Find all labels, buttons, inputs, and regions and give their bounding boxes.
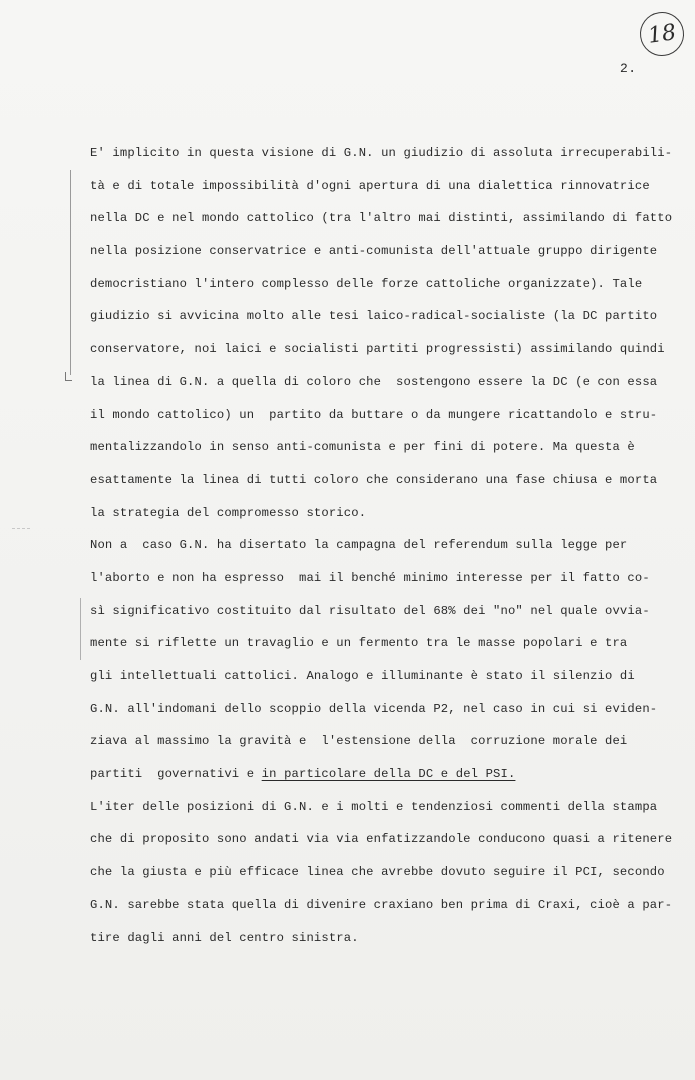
text-line: la strategia del compromesso storico. [90, 505, 367, 520]
stamp-number: 18 [646, 19, 678, 49]
text-line: ziava al massimo la gravità e l'estensione della corruzione morale dei [90, 734, 628, 749]
margin-annotation-line [80, 598, 81, 660]
text-segment: partiti governativi e [90, 767, 262, 782]
text-line: L'iter delle posizioni di G.N. e i molti e tendenziosi commenti della stampa [90, 799, 658, 814]
scan-artifact-mark [12, 528, 30, 529]
text-line: mentalizzandolo in senso anti-comunista e per fini di potere. Ma questa è [90, 440, 635, 455]
text-line: nella DC e nel mondo cattolico (tra l'altro mai distinti, assimilando di fatto [90, 211, 673, 226]
text-line: tire dagli anni del centro sinistra. [90, 930, 359, 945]
text-line: esattamente la linea di tutti coloro che considerano una fase chiusa e morta [90, 472, 658, 487]
text-line: che la giusta e più efficace linea che avrebbe dovuto seguire il PCI, secondo [90, 865, 665, 880]
handwritten-page-stamp [637, 9, 687, 59]
text-line: mente si riflette un travaglio e un fermento tra le masse popolari e tra [90, 636, 628, 651]
text-line: l'aborto e non ha espresso mai il benché minimo interesse per il fatto co- [90, 570, 650, 585]
text-line: nella posizione conservatrice e anti-comunista dell'attuale gruppo dirigente [90, 244, 658, 259]
text-line: gli intellettuali cattolici. Analogo e illuminante è stato il silenzio di [90, 669, 635, 683]
underlined-text: in particolare della DC e del PSI. [261, 767, 516, 782]
text-line: conservatore, noi laici e socialisti partiti progressisti) assimilando quindi [90, 342, 665, 357]
margin-annotation-line [70, 170, 71, 375]
page-number: 2. [620, 61, 637, 76]
text-line: Non a caso G.N. ha disertato la campagna del referendum sulla legge per [90, 538, 628, 553]
text-line: G.N. sarebbe stata quella di divenire craxiano ben prima di Craxi, cioè a par- [90, 897, 673, 912]
text-line: la linea di G.N. a quella di coloro che sostengono essere la DC (e con essa [90, 374, 658, 389]
text-line: tà e di totale impossibilità d'ogni apertura di una dialettica rinnovatrice [90, 178, 650, 193]
text-line: G.N. all'indomani dello scoppio della vicenda P2, nel caso in cui si eviden- [90, 701, 658, 716]
text-line: sì significativo costituito dal risultato del 68% dei "no" nel quale ovvia- [90, 603, 650, 618]
text-line: E' implicito in questa visione di G.N. un giudizio di assoluta irrecuperabili- [90, 146, 673, 160]
text-line: democristiano l'intero complesso delle forze cattoliche organizzate). Tale [90, 276, 643, 291]
text-line: il mondo cattolico) un partito da buttare o da mungere ricattandolo e stru- [90, 407, 658, 422]
typed-body-text [90, 140, 673, 957]
text-line: giudizio si avvicina molto alle tesi laico-radical-socialiste (la DC partito [90, 309, 658, 324]
text-line-underlined [90, 761, 650, 794]
margin-annotation-tick [65, 372, 72, 381]
text-line: che di proposito sono andati via via enfatizzandole conducono quasi a ritenere [90, 832, 673, 847]
